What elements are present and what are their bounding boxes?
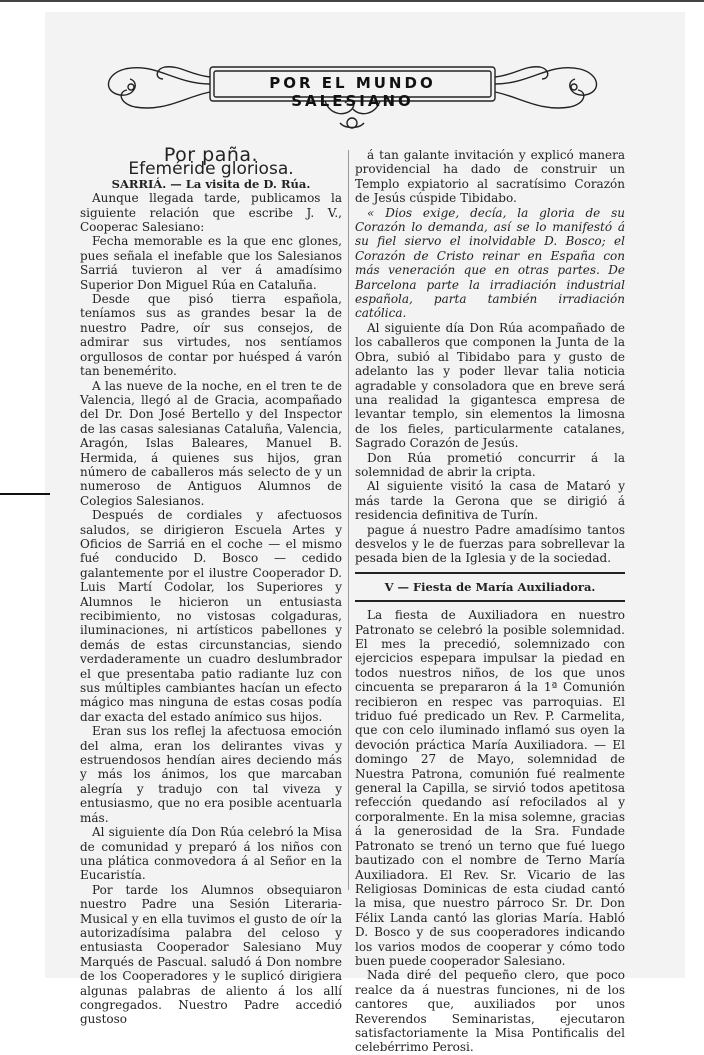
article-subheading: SARRIÁ. — La visita de D. Rúa. [111, 176, 311, 191]
paragraph: Desde que pisó tierra española, teníamos sus as grandes besar la de nuestro Padre, oír sus consejos, de admirar sus virtudes, nos sentíamos orgullosos de contar por huésped á varón tan benemérito. [80, 292, 342, 379]
paragraph: Al siguiente día Don Rúa celebró la Misa de comunidad y preparó á los niños con una plática conmovedora á al Señor en la Eucaristía. [80, 825, 342, 883]
section-rule-top [355, 572, 625, 574]
paragraph: Nada diré del pequeño clero, que poco realce da á nuestras funciones, ni de los cantores que, auxiliados por unos Reverendos Seminaristas, ejecutaron satisfactoriamente la Misa Pontificalis del celebérrimo Perosi. [355, 968, 625, 1055]
paragraph: A las nueve de la noche, en el tren te de Valencia, llegó al de Gracia, acompañado del Dr. Don José Bertello y del Inspector de las casas salesianas Cataluña, Valencia, Aragón, Islas Baleares, Manuel B. Hermida, á quienes sus hijos, gran número de caballeros más selecto de y un numeroso de Antiguos Alumnos de Colegios Salesianos. [80, 378, 342, 508]
masthead-title: POR EL MUNDO SALESIANO [269, 74, 436, 110]
margin-mark [0, 493, 50, 495]
right-column [355, 148, 625, 1055]
paragraph: pague á nuestro Padre amadísimo tantos desvelos y le de fuerzas para sobrellevar la pesada bien de la Iglesia y de la sociedad. [355, 522, 625, 566]
paragraph: Fecha memorable es la que enc glones, pues señala el inefable que los Salesianos Sarriá tuvieron al ver á amadísimo Superior Don Miguel Rúa en Cataluña. [80, 234, 342, 292]
place-heading: Por paña. [163, 144, 259, 166]
paragraph: Después de cordiales y afectuosos saludos, se dirigieron Escuela Artes y Oficios de Sarriá en el coche — el mismo fué conducido D. Bosco — cedido galantemente por el ilustre Cooperador D. Luis Martí Codolar, los Superiores y Alumnos le hicieron un entusiasta recibimiento, no vistosas colgaduras, iluminaciones, ni artísticos pabellones y demás de estas circunstancias, siendo verdaderamente un cuadro deslumbrador el que presentaba patio radiante luz con sus múltiples cambiantes hacían un efecto mágico mas ninguna de estas cosas podía dar exacta del estado anímico sus hijos. [80, 508, 342, 724]
masthead-ornament [95, 57, 610, 135]
column-divider [348, 150, 349, 890]
paragraph: á tan galante invitación y explicó manera providencial ha dado de construir un Templo expiatorio al sacratísimo Corazón de Jesús cúspide Tibidabo. [355, 148, 625, 206]
section-rule-bottom [355, 600, 625, 602]
paragraph: Por tarde los Alumnos obsequiaron nuestro Padre una Sesión Literaria-Musical y en ella tuvimos el gusto de oír la autorizadísima palabra del celoso y entusiasta Cooperador Salesiano Muy Marqués de Pascual. saludó á Don nombre de los Cooperadores y le suplicó dirigiera algunas palabras de aliento á los allí congregados. Nuestro Padre accedió gustoso [80, 882, 342, 1027]
paragraph: Al siguiente visitó la casa de Mataró y más tarde la Gerona que se dirigió á residencia definitiva de Turín. [355, 479, 625, 523]
paragraph: La fiesta de Auxiliadora en nuestro Patronato se celebró la posible solemnidad. El mes la precedió, solemnizado con ejercicios espepara impulsar la piedad en todos nuestros niños, de los que unos cincuenta se prepararon á la 1ª Comunión recibieron en respec vas parroquias. El triduo fué predicado un Rev. P. Carmelita, que con celo iluminado inflamó sus oyen la devoción práctica María Auxiliadora. — El domingo 27 de Mayo, solemnidad de Nuestra Patrona, comunión fué realmente general la Capilla, se sirvió todos apetitosa refección quedando así refocilados al y corporalmente. En la misa solemne, gracias á la generosidad de la Sra. Fundade Patronato se trenó un terno que fué luego bautizado con el nombre de Terno María Auxiliadora. El Rev. Sr. Vicario de las Religiosas Dominicas de esta ciudad cantó la misa, que nuestro párroco Sr. Dr. Don Félix Landa cantó las glorias María. Habló D. Bosco y de sus cooperadores indicando los varios modos de cooperar y cómo todo buen puede cooperador Salesiano. [355, 608, 625, 968]
paragraph: Eran sus los reflej la afectuosa emoción del alma, eran los delirantes vivas y estruendosos hendían aires deciendo más y más los ánimos, los que marcaban alegría y tradujo con tal viveza y entusiasmo, que no era posible acentuarla más. [80, 724, 342, 825]
paragraph: Don Rúa prometió concurrir á la solemnidad de abrir la cripta. [355, 450, 625, 479]
paragraph: Aunque llegada tarde, publicamos la siguiente relación que escribe J. V., Cooperac Salesiano: [80, 191, 342, 235]
quotation-paragraph: « Dios exige, decía, la gloria de su Corazón lo demanda, así se lo manifestó á su fiel siervo el inolvidable D. Bosco; el Corazón de Cristo reinar en España con más veneración que en otras partes. De Barcelona parte la irradiación industrial española, parta también irradiación católica. [355, 205, 625, 321]
top-edge-line [0, 0, 704, 2]
date-heading: Efeméride gloriosa. [128, 159, 294, 180]
section-heading: V — Fiesta de María Auxiliadora. [384, 579, 596, 594]
paragraph: Al siguiente día Don Rúa acompañado de los caballeros que componen la Junta de la Obra, subió al Tibidabo para y gusto de adelanto las y poder llevar talia noticia agradable y consoladora que en breve será una realidad la gigantesca empresa de levantar templo, sin elementos la limosna de los fieles, particularmente catalanes, Sagrado Corazón de Jesús. [355, 320, 625, 451]
left-column [80, 144, 342, 1027]
